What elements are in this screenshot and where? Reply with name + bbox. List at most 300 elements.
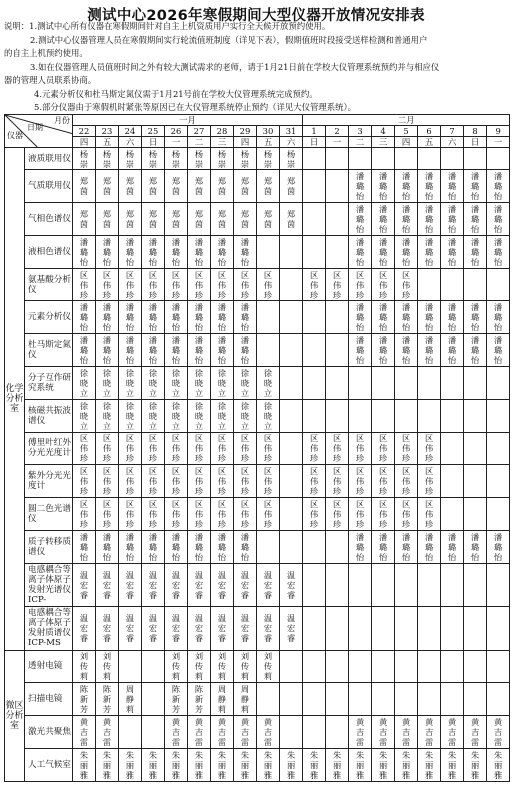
duty-cell (487, 235, 510, 268)
duty-person: 区伟珍 (79, 433, 89, 464)
duty-cell (326, 716, 349, 749)
duty-person: 陈新芳 (79, 684, 89, 715)
duty-cell (165, 683, 188, 716)
duty-person: 区伟珍 (171, 499, 181, 530)
duty-person: 潘璐怡 (217, 335, 227, 366)
duty-person: 刘传莉 (194, 651, 204, 682)
duty-person: 区伟珍 (263, 269, 273, 300)
duty-person: 潘璐怡 (401, 302, 411, 333)
duty-person: 潘璐怡 (148, 236, 158, 267)
duty-person: 潘璐怡 (494, 531, 503, 562)
duty-cell (142, 465, 165, 498)
duty-cell (234, 334, 257, 367)
duty-cell (211, 148, 234, 170)
duty-cell (441, 432, 464, 465)
duty-cell (464, 498, 487, 531)
duty-person: 区伟珍 (240, 466, 250, 497)
duty-cell (349, 170, 372, 203)
duty-cell (211, 367, 234, 400)
duty-person: 潘璐怡 (355, 236, 365, 267)
duty-cell (119, 432, 142, 465)
duty-person: 徐晓立 (240, 400, 250, 431)
duty-cell (211, 170, 234, 203)
duty-cell (142, 432, 165, 465)
duty-cell (326, 530, 349, 563)
weekday-cell: 日 (303, 137, 326, 148)
instrument-name: 气质联用仪 (25, 170, 73, 203)
duty-person: 潘璐怡 (494, 302, 503, 333)
duty-person: 区伟珍 (217, 269, 227, 300)
duty-person: 区伟珍 (424, 433, 434, 464)
instrument-name: 氨基酸分析仪 (25, 268, 73, 301)
duty-person: 徐晓立 (148, 367, 158, 398)
duty-cell (280, 607, 303, 650)
duty-person: 温宏睿 (263, 569, 273, 600)
duty-person: 潘璐怡 (378, 171, 388, 202)
duty-cell (303, 650, 326, 683)
instrument-name: 气相色谱仪 (25, 203, 73, 236)
duty-cell (303, 235, 326, 268)
duty-cell (234, 498, 257, 531)
weekday-cell: 三 (211, 137, 234, 148)
duty-cell (188, 432, 211, 465)
duty-cell (280, 148, 303, 170)
duty-person: 区伟珍 (194, 433, 204, 464)
duty-cell (418, 235, 441, 268)
duty-cell (280, 367, 303, 400)
duty-person: 朱丽雅 (309, 749, 319, 780)
duty-cell (73, 563, 96, 606)
duty-cell (257, 563, 280, 606)
duty-cell (418, 203, 441, 236)
duty-person: 潘璐怡 (217, 302, 227, 333)
duty-person: 潘璐怡 (102, 302, 112, 333)
duty-person: 区伟珍 (332, 466, 342, 497)
duty-cell (280, 170, 303, 203)
duty-person: 杨崇 (125, 148, 135, 169)
duty-cell (257, 203, 280, 236)
duty-cell (487, 334, 510, 367)
instrument-row (5, 301, 510, 334)
duty-cell (326, 432, 349, 465)
duty-cell (188, 465, 211, 498)
duty-cell (211, 563, 234, 606)
duty-cell (234, 268, 257, 301)
duty-cell (464, 465, 487, 498)
duty-cell (96, 203, 119, 236)
duty-person: 徐晓立 (102, 367, 112, 398)
weekday-cell: 日 (142, 137, 165, 148)
duty-cell (303, 498, 326, 531)
duty-cell (96, 148, 119, 170)
duty-cell (257, 268, 280, 301)
duty-cell (96, 716, 119, 749)
duty-person: 徐晓立 (263, 400, 273, 431)
duty-cell (234, 367, 257, 400)
weekday-cell: 二 (188, 137, 211, 148)
duty-person: 黄吉雷 (194, 717, 204, 748)
duty-cell (441, 268, 464, 301)
duty-cell (349, 498, 372, 531)
duty-cell (73, 607, 96, 650)
duty-cell (73, 498, 96, 531)
duty-person: 区伟珍 (171, 466, 181, 497)
duty-cell (142, 607, 165, 650)
duty-cell (326, 563, 349, 606)
duty-cell (211, 498, 234, 531)
duty-cell (303, 170, 326, 203)
note-line: 5.部分仪器由于寒假机时紧张等原因已在大仪管理系统停止预约（详见大仪管理系统）。 (34, 102, 357, 112)
duty-person: 区伟珍 (355, 269, 365, 300)
duty-cell (142, 748, 165, 781)
duty-cell (395, 748, 418, 781)
duty-cell (73, 748, 96, 781)
duty-person: 温宏睿 (148, 569, 158, 600)
duty-cell (234, 748, 257, 781)
duty-cell (280, 203, 303, 236)
duty-person: 区伟珍 (355, 499, 365, 530)
duty-cell (418, 268, 441, 301)
duty-cell (165, 465, 188, 498)
duty-person: 温宏睿 (79, 569, 89, 600)
duty-cell (280, 235, 303, 268)
duty-person: 潘璐怡 (102, 531, 112, 562)
duty-cell (349, 683, 372, 716)
duty-person: 郑茵 (240, 208, 250, 229)
duty-cell (165, 148, 188, 170)
duty-cell (73, 683, 96, 716)
duty-cell (303, 268, 326, 301)
duty-person: 朱丽雅 (263, 749, 273, 780)
duty-person: 潘璐怡 (470, 203, 480, 234)
duty-person: 潘璐怡 (424, 302, 434, 333)
duty-person: 区伟珍 (79, 466, 89, 497)
instrument-row (5, 465, 510, 498)
duty-cell (211, 607, 234, 650)
duty-cell (257, 334, 280, 367)
duty-person: 刘传莉 (263, 651, 273, 682)
duty-cell (142, 650, 165, 683)
duty-cell (142, 563, 165, 606)
duty-person: 区伟珍 (125, 433, 135, 464)
duty-cell (280, 301, 303, 334)
duty-person: 潘璐怡 (194, 531, 204, 562)
duty-person: 刘传莉 (171, 651, 181, 682)
duty-cell (372, 235, 395, 268)
duty-cell (73, 399, 96, 432)
duty-cell (165, 170, 188, 203)
duty-person: 潘璐怡 (194, 236, 204, 267)
duty-cell (119, 367, 142, 400)
duty-cell (464, 530, 487, 563)
day-cell: 4 (372, 126, 395, 137)
corner-month-label: 月份 (54, 116, 70, 125)
duty-person: 朱丽雅 (194, 749, 204, 780)
weekday-cell: 四 (395, 137, 418, 148)
duty-person: 潘璐怡 (217, 236, 227, 267)
duty-person: 朱丽雅 (424, 749, 434, 780)
duty-person: 潘璐怡 (494, 335, 503, 366)
instrument-row (5, 563, 510, 606)
instrument-row (5, 530, 510, 563)
duty-cell (464, 170, 487, 203)
duty-person: 潘璐怡 (355, 302, 365, 333)
duty-cell (119, 563, 142, 606)
duty-person: 潘璐怡 (171, 302, 181, 333)
duty-cell (96, 498, 119, 531)
duty-cell (188, 748, 211, 781)
instrument-row (5, 683, 510, 716)
duty-person: 区伟珍 (401, 499, 411, 530)
duty-cell (349, 432, 372, 465)
duty-person: 徐晓立 (240, 367, 250, 398)
day-cell: 6 (418, 126, 441, 137)
duty-person: 潘璐怡 (148, 531, 158, 562)
duty-cell (349, 367, 372, 400)
duty-cell (142, 170, 165, 203)
duty-cell (395, 683, 418, 716)
weekday-cell: 六 (441, 137, 464, 148)
duty-person: 区伟珍 (332, 433, 342, 464)
day-cell: 9 (487, 126, 510, 137)
duty-person: 徐晓立 (194, 400, 204, 431)
duty-person: 郑茵 (102, 208, 112, 229)
duty-cell (303, 399, 326, 432)
duty-person: 潘璐怡 (125, 531, 135, 562)
duty-cell (257, 432, 280, 465)
duty-cell (326, 301, 349, 334)
duty-cell (165, 367, 188, 400)
note-line: 3.如在仪器管理人员值班时间之外有较大测试需求的老师，请于1月21日前在学校大仪管理系统预约并与相应仪 (30, 61, 440, 72)
duty-cell (73, 367, 96, 400)
duty-cell (96, 650, 119, 683)
duty-person: 徐晓立 (263, 367, 273, 398)
duty-cell (234, 235, 257, 268)
duty-cell (372, 170, 395, 203)
duty-cell (326, 367, 349, 400)
duty-cell (188, 650, 211, 683)
duty-cell (349, 748, 372, 781)
instrument-row (5, 716, 510, 749)
duty-cell (165, 607, 188, 650)
duty-cell (234, 607, 257, 650)
duty-person: 郑茵 (79, 208, 89, 229)
duty-person: 杨崇 (148, 148, 158, 169)
duty-person: 潘璐怡 (401, 171, 411, 202)
day-cell: 23 (96, 126, 119, 137)
duty-cell (188, 170, 211, 203)
duty-cell (487, 748, 510, 781)
duty-cell (395, 367, 418, 400)
duty-person: 区伟珍 (309, 499, 319, 530)
duty-cell (188, 148, 211, 170)
duty-cell (487, 432, 510, 465)
duty-person: 区伟珍 (102, 466, 112, 497)
duty-person: 朱丽雅 (171, 749, 181, 780)
duty-cell (211, 235, 234, 268)
duty-person: 黄吉雷 (240, 717, 250, 748)
duty-person: 温宏睿 (240, 569, 250, 600)
duty-cell (303, 748, 326, 781)
duty-person: 区伟珍 (240, 499, 250, 530)
duty-cell (73, 465, 96, 498)
duty-cell (234, 716, 257, 749)
duty-cell (349, 716, 372, 749)
duty-person: 区伟珍 (424, 466, 434, 497)
duty-cell (464, 607, 487, 650)
duty-cell (395, 530, 418, 563)
duty-person: 区伟珍 (401, 269, 411, 300)
duty-person: 潘璐怡 (79, 236, 89, 267)
duty-cell (372, 399, 395, 432)
duty-cell (73, 334, 96, 367)
duty-cell (142, 301, 165, 334)
duty-person: 区伟珍 (125, 466, 135, 497)
duty-person: 潘璐怡 (447, 203, 457, 234)
weekday-cell: 五 (96, 137, 119, 148)
duty-cell (464, 650, 487, 683)
duty-person: 徐晓立 (102, 400, 112, 431)
duty-cell (188, 498, 211, 531)
duty-cell (303, 465, 326, 498)
corner-cell (5, 115, 73, 148)
duty-cell (326, 334, 349, 367)
weekday-cell: 一 (326, 137, 349, 148)
duty-cell (119, 683, 142, 716)
duty-person: 温宏睿 (240, 613, 250, 644)
instrument-name: 紫外分光光度计 (25, 465, 73, 498)
notes-block (4, 20, 510, 115)
duty-cell (372, 432, 395, 465)
duty-cell (441, 683, 464, 716)
duty-cell (487, 607, 510, 650)
duty-cell (441, 170, 464, 203)
duty-person: 区伟珍 (217, 499, 227, 530)
duty-person: 黄吉雷 (470, 717, 480, 748)
duty-cell (464, 148, 487, 170)
duty-person: 潘璐怡 (378, 531, 388, 562)
duty-cell (464, 432, 487, 465)
instrument-row (5, 203, 510, 236)
duty-cell (280, 530, 303, 563)
duty-cell (487, 367, 510, 400)
duty-person: 区伟珍 (148, 466, 158, 497)
instrument-row (5, 399, 510, 432)
duty-cell (165, 334, 188, 367)
duty-person: 刘传莉 (102, 651, 112, 682)
duty-cell (280, 683, 303, 716)
duty-cell (73, 432, 96, 465)
duty-person: 潘璐怡 (447, 302, 457, 333)
instrument-row (5, 498, 510, 531)
duty-person: 黄吉雷 (424, 717, 434, 748)
duty-cell (165, 563, 188, 606)
duty-cell (211, 683, 234, 716)
duty-cell (441, 748, 464, 781)
duty-cell (395, 399, 418, 432)
duty-person: 潘璐怡 (424, 335, 434, 366)
duty-cell (372, 563, 395, 606)
duty-cell (73, 268, 96, 301)
duty-cell (372, 683, 395, 716)
duty-cell (326, 683, 349, 716)
instrument-name: 核磁共振波谱仪 (25, 399, 73, 432)
day-cell: 7 (441, 126, 464, 137)
duty-person: 陈新芳 (102, 684, 112, 715)
header-month-row (5, 115, 510, 126)
duty-person: 潘璐怡 (401, 335, 411, 366)
duty-cell (303, 530, 326, 563)
duty-cell (142, 683, 165, 716)
duty-cell (142, 530, 165, 563)
duty-person: 潘璐怡 (424, 236, 434, 267)
duty-person: 区伟珍 (355, 433, 365, 464)
duty-person: 朱丽雅 (378, 749, 388, 780)
duty-cell (188, 235, 211, 268)
duty-person: 朱丽雅 (447, 749, 457, 780)
day-cell: 24 (119, 126, 142, 137)
duty-person: 徐晓立 (79, 367, 89, 398)
duty-person: 潘璐怡 (447, 531, 457, 562)
duty-cell (464, 268, 487, 301)
duty-cell (211, 748, 234, 781)
duty-person: 区伟珍 (171, 433, 181, 464)
duty-cell (96, 301, 119, 334)
duty-cell (418, 530, 441, 563)
duty-person: 区伟珍 (263, 499, 273, 530)
duty-person: 朱丽雅 (240, 749, 250, 780)
duty-person: 区伟珍 (424, 499, 434, 530)
duty-person: 潘璐怡 (194, 335, 204, 366)
duty-cell (142, 203, 165, 236)
duty-cell (349, 148, 372, 170)
duty-cell (234, 465, 257, 498)
duty-cell (349, 334, 372, 367)
duty-person: 朱丽雅 (286, 749, 296, 780)
duty-cell (211, 268, 234, 301)
duty-person: 刘传莉 (217, 651, 227, 682)
duty-person: 区伟珍 (378, 269, 388, 300)
duty-person: 温宏睿 (102, 613, 112, 644)
duty-person: 潘璐怡 (401, 531, 411, 562)
duty-cell (188, 399, 211, 432)
duty-cell (464, 563, 487, 606)
duty-cell (395, 498, 418, 531)
duty-person: 潘璐怡 (355, 335, 365, 366)
day-cell: 25 (142, 126, 165, 137)
duty-person: 区伟珍 (401, 433, 411, 464)
duty-person: 朱丽雅 (332, 749, 342, 780)
duty-person: 区伟珍 (102, 499, 112, 530)
instrument-name: 透射电镜 (25, 650, 73, 683)
duty-person: 潘璐怡 (447, 236, 457, 267)
duty-cell (280, 748, 303, 781)
duty-person: 区伟珍 (355, 466, 365, 497)
duty-person: 黄吉雷 (355, 717, 365, 748)
duty-cell (96, 235, 119, 268)
duty-person: 潘璐怡 (79, 531, 89, 562)
duty-person: 郑茵 (286, 208, 296, 229)
duty-cell (257, 301, 280, 334)
duty-person: 朱丽雅 (79, 749, 89, 780)
duty-person: 潘璐怡 (79, 335, 89, 366)
instrument-name: 扫描电镜 (25, 683, 73, 716)
duty-person: 潘璐怡 (125, 335, 135, 366)
duty-cell (165, 399, 188, 432)
duty-person: 潘璐怡 (355, 171, 365, 202)
duty-cell (326, 235, 349, 268)
duty-cell (418, 367, 441, 400)
